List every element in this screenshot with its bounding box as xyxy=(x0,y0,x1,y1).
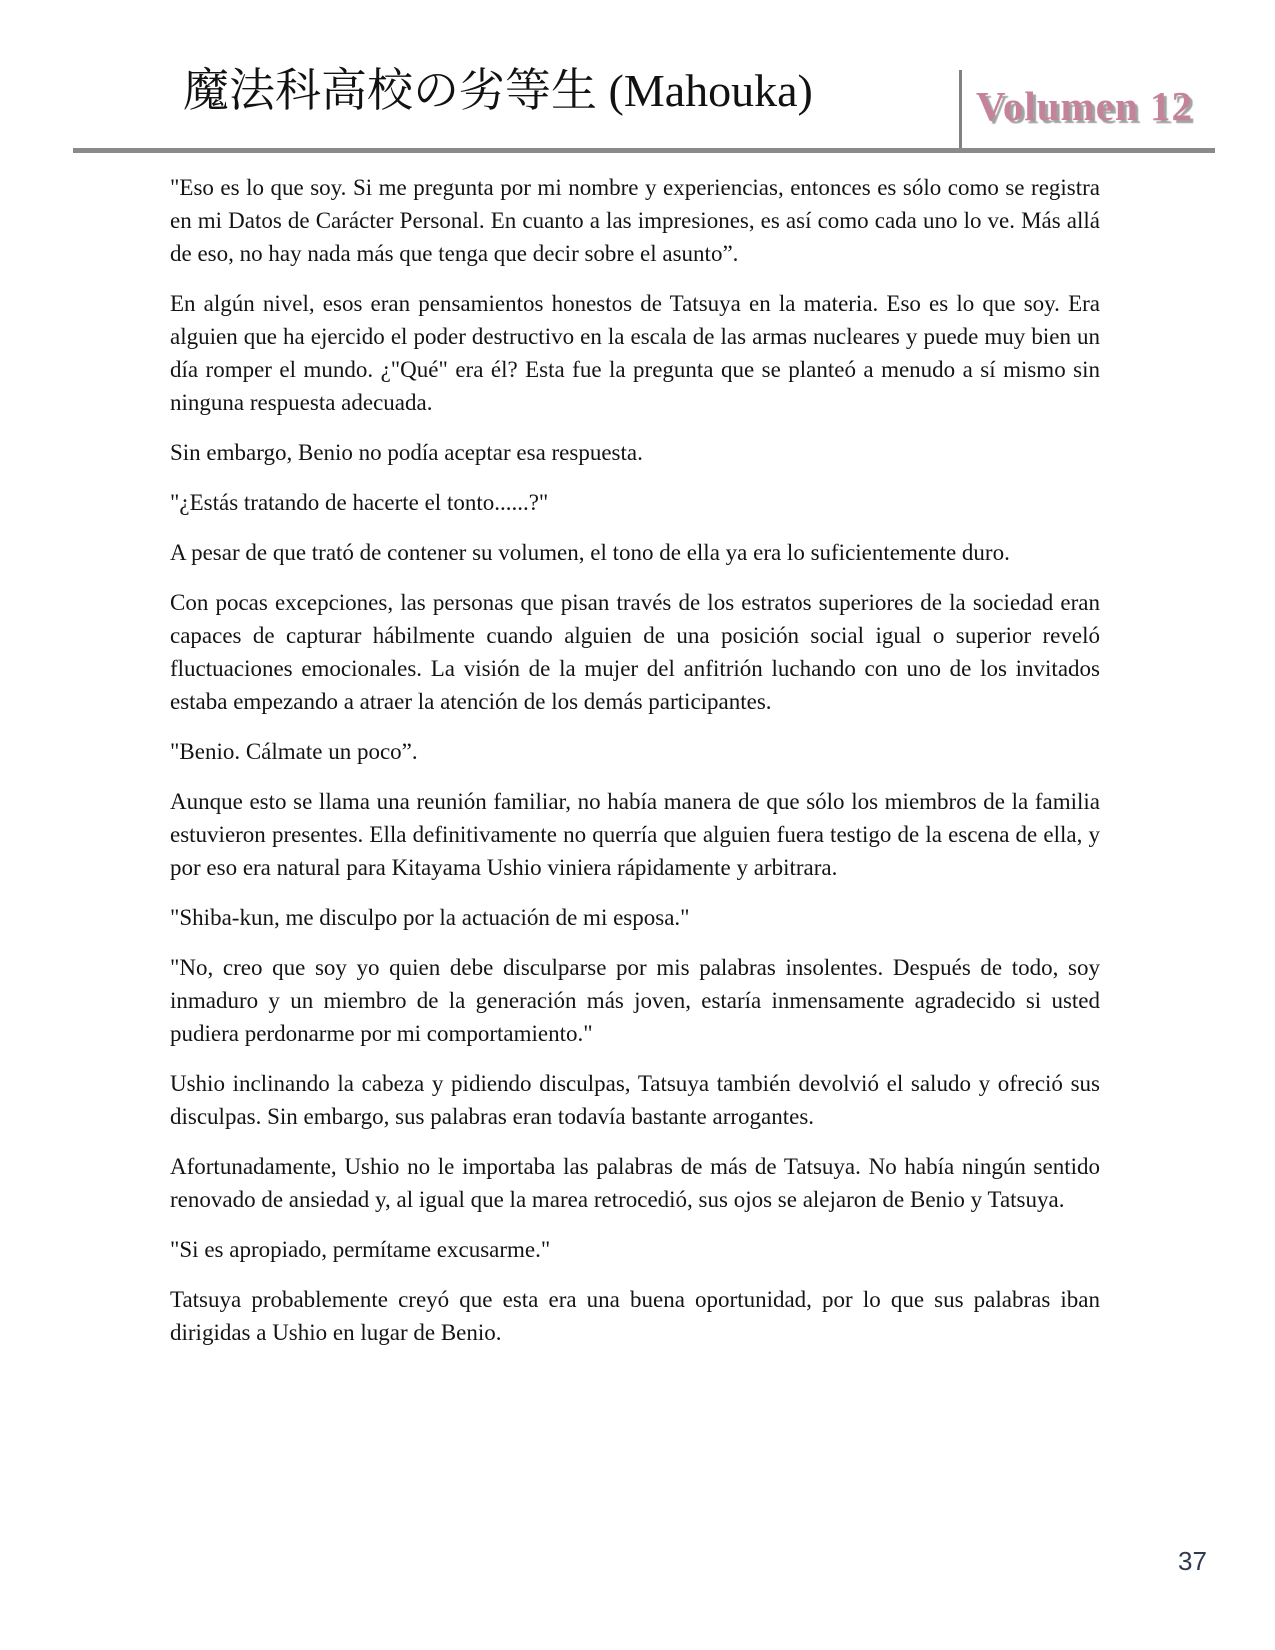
paragraph: Aunque esto se llama una reunión familiar, no había manera de que sólo los miembros de la familia estuvieron presentes. Ella definitivamente no querría que alguien fuera testigo de la escena de ella, y por eso era natural para Kitayama Ushio viniera rápidamente y arbitrara. xyxy=(170,789,1100,880)
paragraph: "Shiba-kun, me disculpo por la actuación de mi esposa." xyxy=(170,905,690,930)
paragraph: "Benio. Cálmate un poco”. xyxy=(170,739,418,764)
volume-label: Volumen 12 xyxy=(976,83,1193,129)
paragraph: Afortunadamente, Ushio no le importaba las palabras de más de Tatsuya. No había ningún sentido renovado de ansiedad y, al igual que la marea retrocedió, sus ojos se alejaron de Benio y Tatsuya. xyxy=(170,1154,1100,1212)
page-number: 37 xyxy=(1178,1546,1207,1576)
paragraph: "Si es apropiado, permítame excusarme." xyxy=(170,1237,551,1262)
page-header xyxy=(0,0,1275,155)
header-vertical-divider xyxy=(959,70,962,151)
paragraph: Ushio inclinando la cabeza y pidiendo disculpas, Tatsuya también devolvió el saludo y ofreció sus disculpas. Sin embargo, sus palabras eran todavía bastante arrogantes. xyxy=(170,1071,1100,1129)
paragraph: A pesar de que trató de contener su volumen, el tono de ella ya era lo suficientemente duro. xyxy=(170,540,1010,565)
paragraph: Tatsuya probablemente creyó que esta era una buena oportunidad, por lo que sus palabras iban dirigidas a Ushio en lugar de Benio. xyxy=(170,1287,1100,1345)
paragraph: "Eso es lo que soy. Si me pregunta por mi nombre y experiencias, entonces es sólo como se registra en mi Datos de Carácter Personal. En cuanto a las impresiones, es así como cada uno lo ve. Más allá de eso, no hay nada más que tenga que decir sobre el asunto”. xyxy=(170,175,1100,266)
paragraph: "¿Estás tratando de hacerte el tonto......?" xyxy=(170,490,549,515)
paragraph: En algún nivel, esos eran pensamientos honestos de Tatsuya en la materia. Eso es lo que soy. Era alguien que ha ejercido el poder destructivo en la escala de las armas nucleares y puede muy bien un día romper el mundo. ¿"Qué" era él? Esta fue la pregunta que se planteó a menudo a sí mismo sin ninguna respuesta adecuada. xyxy=(170,291,1100,415)
paragraph: Con pocas excepciones, las personas que pisan través de los estratos superiores de la sociedad eran capaces de capturar hábilmente cuando alguien de una posición social igual o superior reveló fluctuaciones emocionales. La visión de la mujer del anfitrión luchando con uno de los invitados estaba empezando a atraer la atención de los demás participantes. xyxy=(170,590,1100,714)
header-horizontal-rule xyxy=(73,148,1215,153)
page-title: 魔法科高校の劣等生 (Mahouka) xyxy=(183,65,813,116)
body-text xyxy=(170,171,1100,1366)
paragraph: Sin embargo, Benio no podía aceptar esa respuesta. xyxy=(170,440,643,465)
paragraph: "No, creo que soy yo quien debe disculparse por mis palabras insolentes. Después de todo, soy inmaduro y un miembro de la generación más joven, estaría inmensamente agradecido si usted pudiera perdonarme por mi comportamiento." xyxy=(170,955,1100,1046)
